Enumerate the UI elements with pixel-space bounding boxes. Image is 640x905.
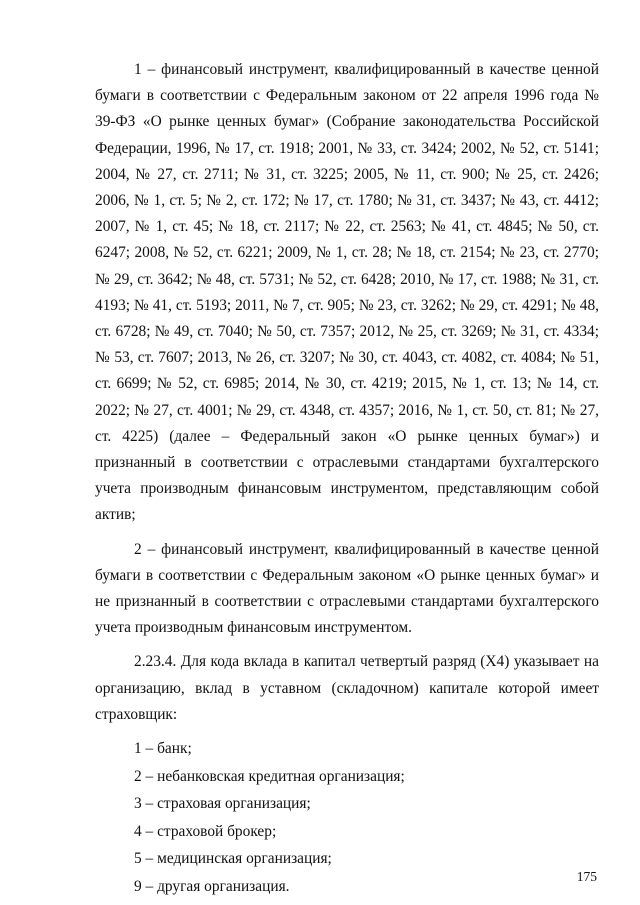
list-item: 9 – другая организация. [134, 877, 290, 895]
paragraph-code-2: 2 – финансовый инструмент, квалифицированный в качестве ценной бумаги в соответствии с Федеральным законом «О рынке ценных бумаг» и не признанный в соответствии с отраслевыми стандартами бухгалтерского учета производным финансовым инструментом. [95, 540, 599, 637]
list-item: 1 – банк; [134, 740, 192, 758]
page-number: 175 [576, 869, 597, 884]
document-body [95, 57, 599, 900]
list-item: 4 – страховой брокер; [134, 822, 277, 840]
paragraph-section-2-23-4: 2.23.4. Для кода вклада в капитал четвертый разряд (X4) указывает на организацию, вклад в уставном (складочном) капитале которой имеет страховщик: [95, 653, 599, 723]
list-item: 2 – небанковская кредитная организация; [134, 767, 405, 785]
paragraph-code-1: 1 – финансовый инструмент, квалифицированный в качестве ценной бумаги в соответствии с Федеральным законом от 22 апреля 1996 года № 39-ФЗ «О рынке ценных бумаг» (Собрание законодательства Российской Федерации, 1996, № 17, ст. 1918; 2001, № 33, ст. 3424; 2002, № 52, ст. 5141; 2004, № 27, ст. 2711; № 31, ст. 3225; 2005, № 11, ст. 900; № 25, ст. 2426; 2006, № 1, ст. 5; № 2, ст. 172; № 17, ст. 1780; № 31, ст. 3437; № 43, ст. 4412; 2007, № 1, ст. 45; № 18, ст. 2117; № 22, ст. 2563; № 41, ст. 4845; № 50, ст. 6247; 2008, № 52, ст. 6221; 2009, № 1, ст. 28; № 18, ст. 2154; № 23, ст. 2770; № 29, ст. 3642; № 48, ст. 5731; № 52, ст. 6428; 2010, № 17, ст. 1988; № 31, ст. 4193; № 41, ст. 5193; 2011, № 7, ст. 905; № 23, ст. 3262; № 29, ст. 4291; № 48, ст. 6728; № 49, ст. 7040; № 50, ст. 7357; 2012, № 25, ст. 3269; № 31, ст. 4334; № 53, ст. 7607; 2013, № 26, ст. 3207; № 30, ст. 4043, ст. 4082, ст. 4084; № 51, ст. 6699; № 52, ст. 6985; 2014, № 30, ст. 4219; 2015, № 1, ст. 13; № 14, ст. 2022; № 27, ст. 4001; № 29, ст. 4348, ст. 4357; 2016, № 1, ст. 50, ст. 81; № 27, ст. 4225) (далее – Федеральный закон «О рынке ценных бумаг») и признанный в соответствии с отраслевыми стандартами бухгалтерского учета производным финансовым инструментом, представляющим собой актив; [95, 61, 599, 524]
organization-type-list [95, 735, 599, 900]
list-item: 5 – медицинская организация; [134, 850, 332, 868]
list-item: 3 – страховая организация; [134, 795, 311, 813]
